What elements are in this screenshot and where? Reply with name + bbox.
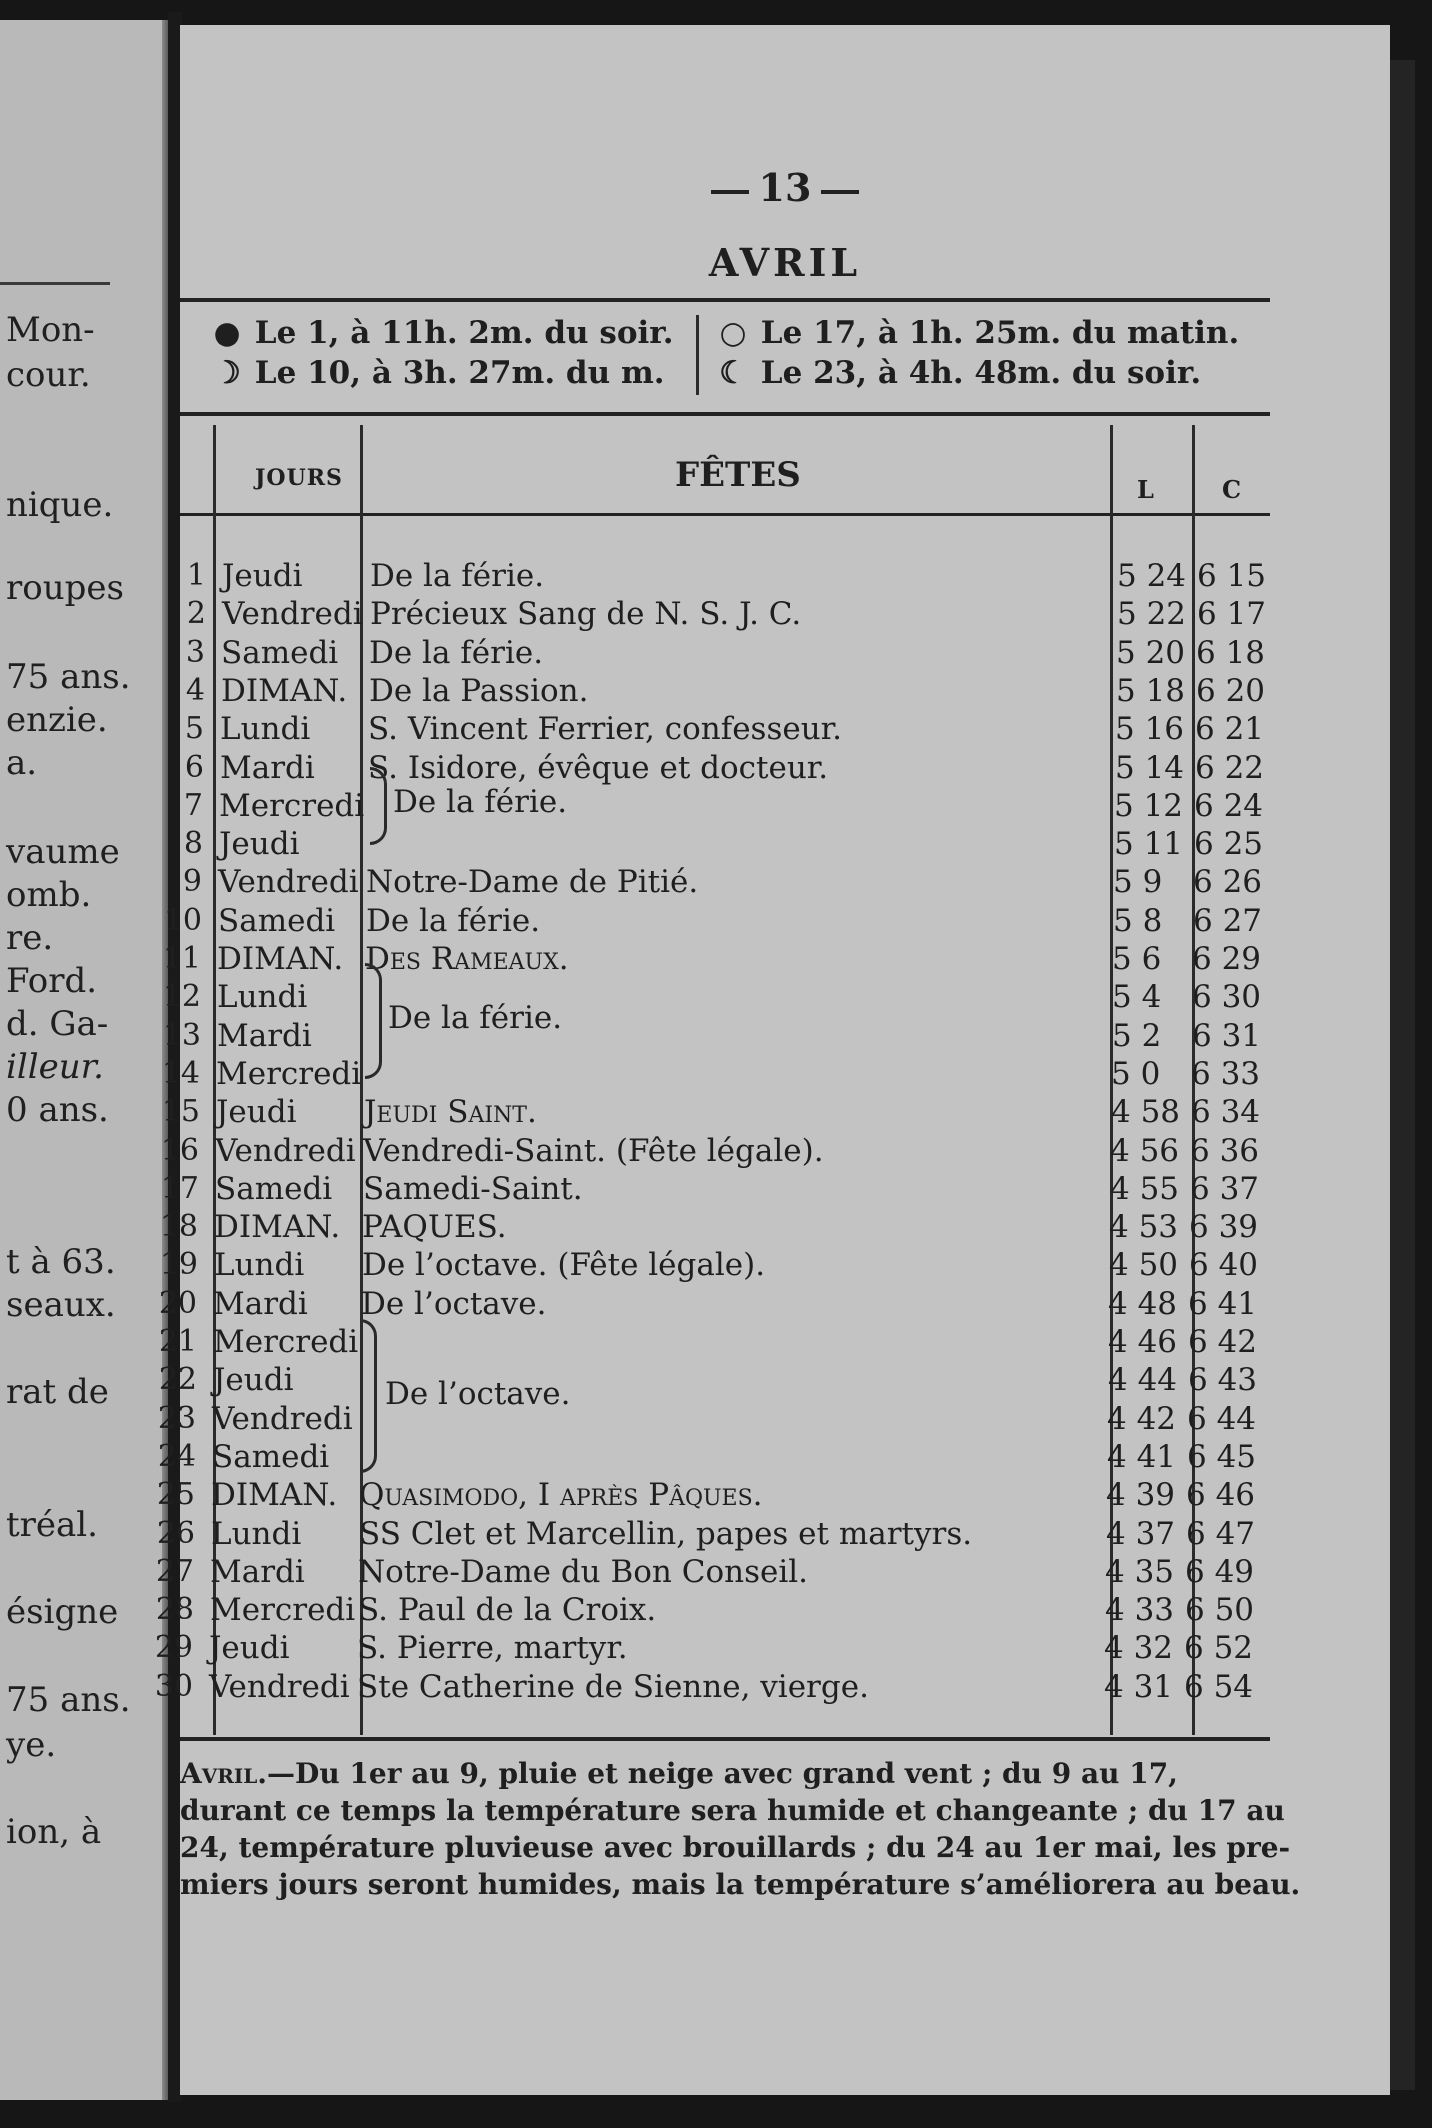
day-number: 26 bbox=[156, 1516, 195, 1551]
sunset-time: 6 46 bbox=[1186, 1477, 1256, 1513]
facing-page-line: rat de bbox=[6, 1372, 109, 1412]
moon-phase-text: Le 17, à 1h. 25m. du matin. bbox=[760, 315, 1240, 351]
sunrise-time: 5 20 bbox=[1116, 635, 1186, 671]
day-number: 15 bbox=[161, 1094, 200, 1129]
sunrise-time: 4 33 bbox=[1105, 1592, 1175, 1628]
day-number: 16 bbox=[160, 1133, 199, 1168]
facing-page-line: 75 ans. bbox=[6, 1680, 131, 1720]
facing-page-line: vaume bbox=[6, 832, 120, 872]
day-number: 12 bbox=[162, 979, 201, 1014]
sunrise-time: 4 46 bbox=[1108, 1324, 1178, 1360]
sunrise-time: 5 2 bbox=[1112, 1018, 1162, 1054]
sunset-time: 6 43 bbox=[1188, 1362, 1258, 1398]
day-number: 7 bbox=[183, 788, 203, 823]
dash-decoration bbox=[821, 190, 859, 194]
feast-name: S. Vincent Ferrier, confesseur. bbox=[368, 711, 842, 747]
facing-page-line: illeur. bbox=[6, 1047, 104, 1087]
sunrise-time: 4 35 bbox=[1105, 1554, 1175, 1590]
day-number: 14 bbox=[161, 1056, 200, 1091]
weekday: Vendredi bbox=[218, 864, 359, 900]
feast-name: S. Pierre, martyr. bbox=[357, 1630, 628, 1666]
facing-page-line: roupes bbox=[6, 568, 124, 608]
sunset-time: 6 49 bbox=[1185, 1554, 1255, 1590]
brace bbox=[365, 963, 382, 1079]
sunset-time: 6 47 bbox=[1186, 1516, 1256, 1552]
sunrise-time: 4 58 bbox=[1111, 1094, 1181, 1130]
weekday: Jeudi bbox=[222, 558, 303, 594]
day-number: 19 bbox=[159, 1247, 198, 1282]
sunset-time: 6 17 bbox=[1197, 596, 1267, 632]
facing-page-line: t à 63. bbox=[6, 1242, 116, 1282]
header-fetes: FÊTES bbox=[675, 455, 801, 495]
sunrise-time: 5 6 bbox=[1112, 941, 1162, 977]
forecast-line: miers jours seront humides, mais la température s’améliorera au beau. bbox=[180, 1868, 1301, 1901]
feast-name: PAQUES. bbox=[362, 1209, 507, 1245]
forecast-lead: Avril. bbox=[180, 1757, 268, 1790]
weekday: Mardi bbox=[220, 750, 315, 786]
sunrise-time: 4 39 bbox=[1106, 1477, 1176, 1513]
sunrise-time: 5 16 bbox=[1115, 711, 1185, 747]
group-label: De l’octave. bbox=[385, 1376, 571, 1412]
sunrise-time: 4 44 bbox=[1108, 1362, 1178, 1398]
day-number: 6 bbox=[184, 750, 204, 785]
sunset-time: 6 39 bbox=[1189, 1209, 1259, 1245]
facing-page-line: cour. bbox=[6, 355, 91, 395]
weekday: Lundi bbox=[214, 1247, 305, 1283]
facing-page-line: Ford. bbox=[6, 961, 98, 1001]
feast-name: Notre-Dame du Bon Conseil. bbox=[358, 1554, 809, 1590]
weekday: Lundi bbox=[220, 711, 311, 747]
weekday: Mercredi bbox=[213, 1324, 359, 1360]
weekday: Jeudi bbox=[216, 1094, 297, 1130]
facing-page-line: d. Ga- bbox=[6, 1004, 109, 1044]
sunset-time: 6 22 bbox=[1195, 750, 1265, 786]
sunset-time: 6 50 bbox=[1185, 1592, 1255, 1628]
rule-bottom bbox=[180, 1737, 1270, 1741]
almanac-page bbox=[154, 25, 1390, 2095]
moon-phase-first-quarter bbox=[210, 355, 665, 391]
sunset-time: 6 21 bbox=[1195, 711, 1265, 747]
day-number: 10 bbox=[163, 903, 202, 938]
feast-name: Notre-Dame de Pitié. bbox=[366, 864, 699, 900]
feast-name: SS Clet et Marcellin, papes et martyrs. bbox=[359, 1516, 973, 1552]
day-number: 30 bbox=[154, 1669, 193, 1704]
day-number: 11 bbox=[162, 941, 201, 976]
weekday: Vendredi bbox=[222, 596, 363, 632]
sunrise-time: 5 11 bbox=[1114, 826, 1184, 862]
feast-name: De la férie. bbox=[366, 903, 541, 939]
weekday: DIMAN. bbox=[211, 1477, 338, 1513]
weekday: Jeudi bbox=[209, 1630, 290, 1666]
facing-page-fragment bbox=[0, 20, 172, 2100]
sunrise-time: 5 8 bbox=[1113, 903, 1163, 939]
day-number: 4 bbox=[185, 673, 205, 708]
day-number: 28 bbox=[155, 1592, 194, 1627]
sunrise-time: 4 48 bbox=[1108, 1286, 1178, 1322]
sunset-time: 6 25 bbox=[1194, 826, 1264, 862]
forecast-line: 24, température pluvieuse avec brouillards ; du 24 au 1er mai, les pre- bbox=[180, 1831, 1291, 1864]
sunset-time: 6 33 bbox=[1191, 1056, 1261, 1092]
sunset-time: 6 41 bbox=[1188, 1286, 1258, 1322]
weekday: Vendredi bbox=[212, 1401, 353, 1437]
brace bbox=[370, 767, 387, 845]
weekday: Jeudi bbox=[213, 1362, 294, 1398]
facing-page-line: ésigne bbox=[6, 1592, 119, 1632]
group-label: De la férie. bbox=[388, 1000, 563, 1036]
facing-page-line: omb. bbox=[6, 875, 92, 915]
feast-name: Quasimodo, I après Pâques. bbox=[359, 1477, 763, 1513]
sunrise-time: 5 9 bbox=[1113, 864, 1163, 900]
sunset-time: 6 31 bbox=[1192, 1018, 1262, 1054]
group-label: De la férie. bbox=[393, 784, 568, 820]
feast-name: De la Passion. bbox=[369, 673, 589, 709]
sunset-time: 6 30 bbox=[1192, 979, 1262, 1015]
weekday: DIMAN. bbox=[221, 673, 348, 709]
day-number: 2 bbox=[186, 596, 206, 631]
day-number: 8 bbox=[183, 826, 203, 861]
sunrise-time: 5 24 bbox=[1117, 558, 1187, 594]
moon-phase-text: Le 23, à 4h. 48m. du soir. bbox=[760, 355, 1202, 391]
forecast-line: durant ce temps la température sera humide et changeante ; du 17 au bbox=[180, 1794, 1285, 1827]
weekday: Mardi bbox=[217, 1018, 312, 1054]
day-number: 29 bbox=[154, 1630, 193, 1665]
sunrise-time: 4 55 bbox=[1110, 1171, 1180, 1207]
header-jours: JOURS bbox=[255, 465, 343, 491]
sunrise-time: 5 12 bbox=[1114, 788, 1184, 824]
sunset-time: 6 26 bbox=[1193, 864, 1263, 900]
feast-name: Précieux Sang de N. S. J. C. bbox=[370, 596, 802, 632]
sunset-time: 6 52 bbox=[1184, 1630, 1254, 1666]
weekday: DIMAN. bbox=[217, 941, 344, 977]
facing-page-line: ion, à bbox=[6, 1812, 102, 1852]
facing-page-line: seaux. bbox=[6, 1285, 116, 1325]
moon-phase-text: Le 10, à 3h. 27m. du m. bbox=[254, 355, 665, 391]
sunrise-time: 4 50 bbox=[1109, 1247, 1179, 1283]
moon-phase-full bbox=[210, 315, 674, 351]
weekday: Lundi bbox=[211, 1516, 302, 1552]
sunset-time: 6 27 bbox=[1193, 903, 1263, 939]
sunrise-time: 5 18 bbox=[1116, 673, 1186, 709]
weekday: Mercredi bbox=[210, 1592, 356, 1628]
feast-name: S. Isidore, évêque et docteur. bbox=[368, 750, 829, 786]
full-moon-icon: ● bbox=[213, 315, 241, 351]
day-number: 21 bbox=[158, 1324, 197, 1359]
weekday: Samedi bbox=[215, 1171, 333, 1207]
facing-page-line: 75 ans. bbox=[6, 657, 131, 697]
sunset-time: 6 42 bbox=[1188, 1324, 1258, 1360]
rule-below-phases bbox=[180, 412, 1270, 416]
day-number: 24 bbox=[157, 1439, 196, 1474]
weekday: Samedi bbox=[218, 903, 336, 939]
sunrise-time: 4 32 bbox=[1104, 1630, 1174, 1666]
weekday: Samedi bbox=[212, 1439, 330, 1475]
forecast-text: —Du 1er au 9, pluie et neige avec grand vent ; du 9 au 17, bbox=[267, 1757, 1178, 1790]
facing-page-line: re. bbox=[6, 918, 54, 958]
weekday: Vendredi bbox=[215, 1133, 356, 1169]
weekday: Mercredi bbox=[219, 788, 365, 824]
page-number-value: 13 bbox=[758, 165, 812, 210]
weekday: Mardi bbox=[210, 1554, 305, 1590]
weekday: DIMAN. bbox=[214, 1209, 341, 1245]
new-moon-icon: ○ bbox=[719, 315, 747, 351]
sunrise-time: 5 0 bbox=[1111, 1056, 1161, 1092]
header-lever: L bbox=[1137, 475, 1154, 504]
sunrise-time: 5 22 bbox=[1117, 596, 1187, 632]
facing-page-line: nique. bbox=[6, 485, 114, 525]
feast-name: Vendredi-Saint. (Fête légale). bbox=[363, 1133, 824, 1169]
page-number bbox=[180, 165, 1390, 210]
dash-decoration bbox=[711, 190, 749, 194]
day-number: 1 bbox=[186, 558, 206, 593]
day-number: 9 bbox=[182, 864, 202, 899]
weekday: Lundi bbox=[217, 979, 308, 1015]
phase-divider bbox=[696, 315, 699, 395]
day-number: 17 bbox=[160, 1171, 199, 1206]
last-quarter-icon: ☾ bbox=[719, 355, 747, 391]
brace bbox=[360, 1319, 377, 1473]
feast-name: Jeudi Saint. bbox=[364, 1094, 537, 1130]
sunset-time: 6 29 bbox=[1192, 941, 1262, 977]
sunrise-time: 5 14 bbox=[1115, 750, 1185, 786]
sunset-time: 6 45 bbox=[1187, 1439, 1257, 1475]
day-number: 5 bbox=[184, 711, 204, 746]
sunset-time: 6 54 bbox=[1184, 1669, 1254, 1705]
day-number: 3 bbox=[185, 635, 205, 670]
feast-name: Des Rameaux. bbox=[365, 941, 569, 977]
day-number: 22 bbox=[158, 1362, 197, 1397]
weekday: Mercredi bbox=[216, 1056, 362, 1092]
sunset-time: 6 36 bbox=[1190, 1133, 1260, 1169]
sunset-time: 6 20 bbox=[1196, 673, 1266, 709]
day-number: 20 bbox=[158, 1286, 197, 1321]
day-number: 18 bbox=[159, 1209, 198, 1244]
sunset-time: 6 24 bbox=[1194, 788, 1264, 824]
moon-phase-last-quarter bbox=[716, 355, 1201, 391]
feast-name: De l’octave. bbox=[361, 1286, 547, 1322]
sunrise-time: 4 53 bbox=[1109, 1209, 1179, 1245]
weekday: Vendredi bbox=[209, 1669, 350, 1705]
sunrise-time: 4 37 bbox=[1106, 1516, 1176, 1552]
sunset-time: 6 18 bbox=[1196, 635, 1266, 671]
sunset-time: 6 37 bbox=[1190, 1171, 1260, 1207]
weekday: Mardi bbox=[213, 1286, 308, 1322]
sunrise-time: 4 56 bbox=[1110, 1133, 1180, 1169]
day-number: 25 bbox=[156, 1477, 195, 1512]
day-number: 23 bbox=[157, 1401, 196, 1436]
feast-name: Ste Catherine de Sienne, vierge. bbox=[357, 1669, 869, 1705]
weather-forecast bbox=[180, 1755, 1301, 1903]
moon-phase-text: Le 1, à 11h. 2m. du soir. bbox=[254, 315, 674, 351]
weekday: Samedi bbox=[221, 635, 339, 671]
forecast-line bbox=[180, 1755, 1275, 1792]
month-title: AVRIL bbox=[708, 240, 862, 285]
facing-page-rule bbox=[0, 282, 110, 285]
sunrise-time: 4 41 bbox=[1107, 1439, 1177, 1475]
sunset-time: 6 15 bbox=[1197, 558, 1267, 594]
rule-below-header bbox=[180, 513, 1270, 516]
facing-page-line: tréal. bbox=[6, 1505, 98, 1545]
facing-page-line: ye. bbox=[6, 1725, 57, 1765]
feast-name: De la férie. bbox=[369, 635, 544, 671]
facing-page-line: a. bbox=[6, 743, 38, 783]
sunset-time: 6 34 bbox=[1191, 1094, 1261, 1130]
sunrise-time: 5 4 bbox=[1112, 979, 1162, 1015]
feast-name: Samedi-Saint. bbox=[363, 1171, 583, 1207]
moon-phase-new bbox=[716, 315, 1239, 351]
feast-name: S. Paul de la Croix. bbox=[358, 1592, 657, 1628]
facing-page-line: 0 ans. bbox=[6, 1090, 109, 1130]
facing-page-line: Mon- bbox=[6, 310, 95, 350]
header-coucher: C bbox=[1222, 475, 1242, 504]
weekday: Jeudi bbox=[219, 826, 300, 862]
sunset-time: 6 44 bbox=[1187, 1401, 1257, 1437]
day-number: 13 bbox=[162, 1018, 201, 1053]
sunrise-time: 4 31 bbox=[1104, 1669, 1174, 1705]
first-quarter-icon: ☽ bbox=[213, 355, 241, 391]
rule-top bbox=[180, 298, 1270, 302]
sunrise-time: 4 42 bbox=[1107, 1401, 1177, 1437]
day-number: 27 bbox=[155, 1554, 194, 1589]
facing-page-line: enzie. bbox=[6, 700, 108, 740]
feast-name: De l’octave. (Fête légale). bbox=[362, 1247, 766, 1283]
feast-name: De la férie. bbox=[370, 558, 545, 594]
sunset-time: 6 40 bbox=[1189, 1247, 1259, 1283]
